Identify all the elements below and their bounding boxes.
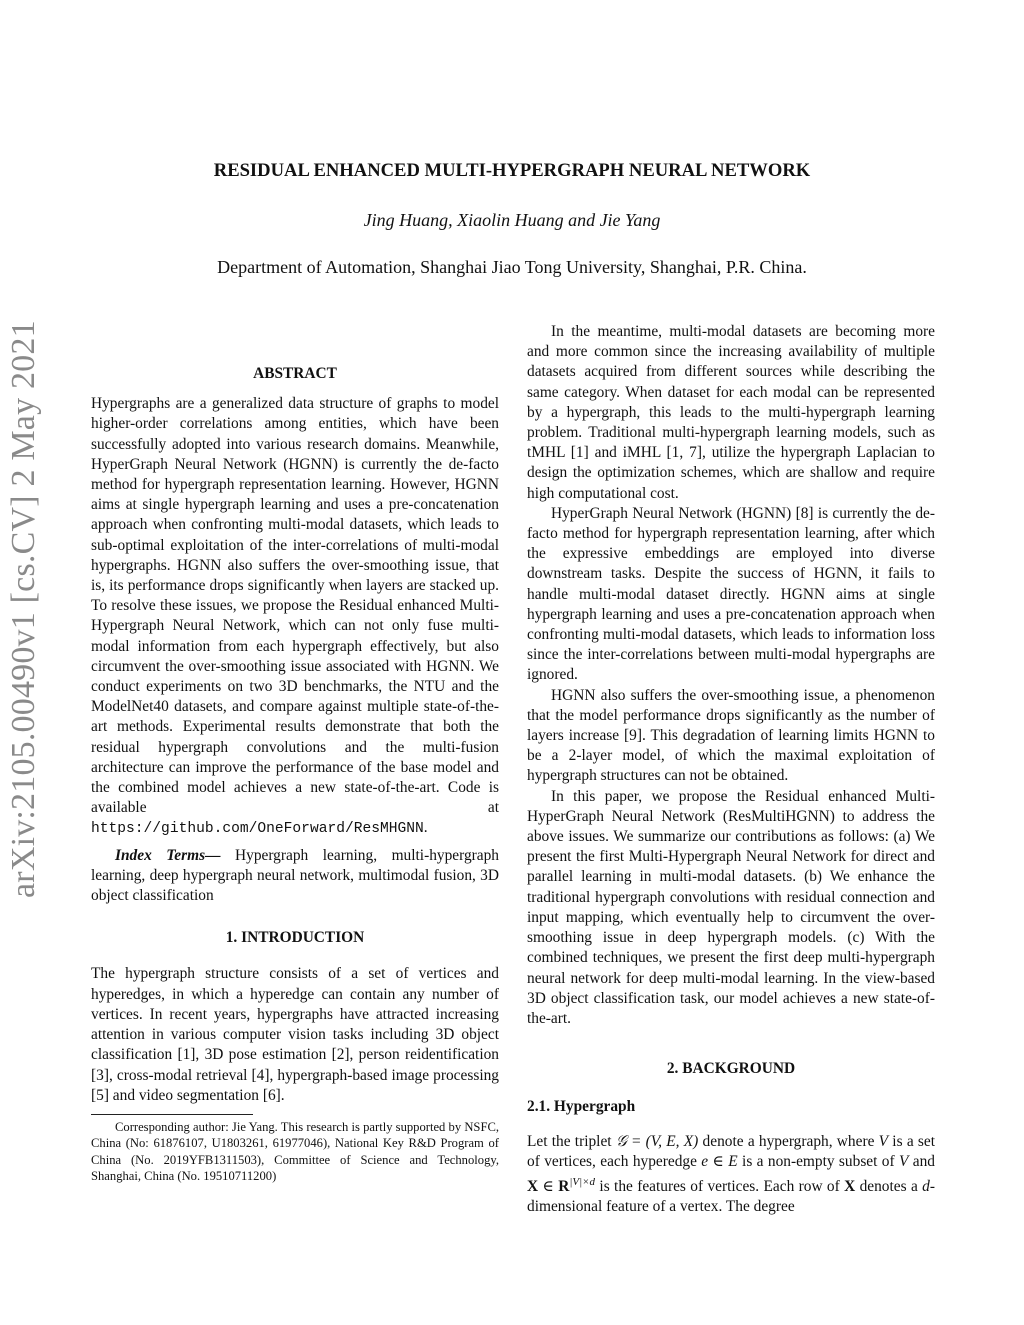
math-d: d: [922, 1178, 930, 1196]
math-v: V: [878, 1132, 889, 1150]
index-terms-label: Index Terms—: [115, 846, 221, 864]
abstract-heading: ABSTRACT: [253, 365, 337, 382]
math-in: ∈: [538, 1178, 559, 1196]
arxiv-stamp: arXiv:2105.00490v1 [cs.CV] 2 May 2021: [5, 320, 42, 898]
index-terms-text: Hypergraph learning, multi-hypergraph learning, deep hypergraph neural network, multimodal fusion, 3D object classification: [91, 846, 499, 905]
bg-text: and: [908, 1152, 935, 1170]
math-r: R: [558, 1178, 570, 1196]
math-v: V: [898, 1152, 909, 1170]
left-column: [91, 364, 499, 1185]
bg-text: Let the triplet: [527, 1132, 612, 1150]
bg-text: denote a hypergraph, where: [698, 1132, 879, 1150]
bg-text: is a non-empty subset of: [737, 1152, 899, 1170]
math-superscript: |V|×d: [569, 1175, 596, 1188]
footnote: Corresponding author: Jie Yang. This research is partly supported by NSFC, China (No: 61876107, U1803261, 61977046), National Key R&D Program of China (No. 2019YFB1311503), Committee of Science and Technology, Shanghai, China (No. 19510711200): [91, 1119, 499, 1184]
right-paragraph-4: In this paper, we propose the Residual enhanced Multi-HyperGraph Neural Network (ResMultiHGNN) to address the above issues. We summarize our contributions as follows: (a) We present the first Multi-Hypergraph Neural Network for direct and parallel learning in multi-modal datasets. (b) We enhance the traditional hypergraph convolutions with residual connection and input mapping, which eventually help to circumvent the over-smoothing issue in deep hypergraph models. (c) With the combined techniques, we present the first deep multi-hypergraph neural network for deep multi-modal learning. In the view-based 3D object classification task, our model achieves a new state-of-the-art.: [527, 787, 935, 1027]
math-x: X: [844, 1178, 856, 1196]
bg-text: -dimensional feature of a vertex. The degree: [527, 1178, 935, 1216]
right-paragraph-2: HyperGraph Neural Network (HGNN) [8] is currently the de-facto method for hypergraph representation learning, after which the expressive embeddings are employed into diverse downstream tasks. Despite the success of HGNN, it fails to handle multi-modal dataset directly. HGNN aims at single hypergraph learning and uses a pre-concatenation approach when confronting multi-modal datasets, which leads to information loss since the inter-correlations between multi-modal hypergraphs are ignored.: [527, 504, 935, 684]
bg-text: is a set of vertices, each hyperedge: [527, 1132, 935, 1170]
right-column: [527, 322, 935, 1217]
affiliation: Department of Automation, Shanghai Jiao Tong University, Shanghai, P.R. China.: [217, 257, 807, 277]
intro-heading: 1. INTRODUCTION: [225, 929, 365, 947]
background-heading: 2. BACKGROUND: [666, 1060, 796, 1078]
abstract-body: [91, 394, 499, 839]
author-list: Jing Huang, Xiaolin Huang and Jie Yang: [363, 210, 661, 230]
hypergraph-subheading: 2.1. Hypergraph: [527, 1098, 636, 1116]
math-triplet: 𝒢 = (V, E, X): [615, 1132, 699, 1150]
intro-paragraph: The hypergraph structure consists of a set of vertices and hyperedges, in which a hyperedge can contain any number of vertices. In recent years, hypergraphs have attracted increasing attention in various computer vision tasks including 3D object classification [1], 3D pose estimation [2], person reidentification [3], cross-modal retrieval [4], hypergraph-based image processing [5] and video segmentation [6].: [91, 965, 499, 1104]
abstract-text: Hypergraphs are a generalized data structure of graphs to model higher-order correlations among entities, which have been successfully adopted into various research domains. Meanwhile, HyperGraph Neural Network (HGNN) is currently the de-facto method for hypergraph representation learning. However, HGNN aims at single hypergraph learning and uses a pre-concatenation approach when confronting multi-modal datasets, which leads to sub-optimal exploitation of the inter-correlations of multi-modal hypergraphs. HGNN also suffers the over-smoothing issue, that is, its performance drops significantly when layers are stacked up. To resolve these issues, we propose the Residual enhanced Multi-Hypergraph Neural Network, which can not only fuse multi-modal information from each hypergraph effectively, but also circumvent the over-smoothing issue associated with HGNN. We conduct experiments on two 3D benchmarks, the NTU and the ModelNet40 datasets, and compare against multiple state-of-the-art methods. Experimental results demonstrate that both the residual hypergraph convolutions and the multi-fusion architecture can improve the performance of the base model and the combined model achieves a new state-of-the-art. Code is available at: [91, 395, 499, 817]
bg-text: is the features of vertices. Each row of: [595, 1178, 845, 1196]
background-paragraph: [527, 1132, 935, 1218]
math-x: X: [527, 1178, 539, 1196]
right-paragraph-1: In the meantime, multi-modal datasets are becoming more and more common since the increasing availability of multiple datasets acquired from different sources while describing the same category. When dataset for each modal can be represented by a hypergraph, this leads to the multi-hypergraph learning problem. Traditional multi-hypergraph learning models, such as tMHL [1] and iMHL [1, 7], utilize the hypergraph Laplacian to design the optimization schemes, which are shallow and require high computational cost.: [527, 323, 935, 502]
code-link-period: .: [423, 819, 428, 837]
index-terms: [91, 846, 499, 907]
bg-text: denotes a: [855, 1178, 923, 1196]
math-e-in-E: e ∈ E: [701, 1152, 738, 1170]
paper-title: RESIDUAL ENHANCED MULTI-HYPERGRAPH NEURAL NETWORK: [213, 160, 811, 181]
right-paragraph-3: HGNN also suffers the over-smoothing issue, a phenomenon that the model performance drops significantly as the number of layers increase [9]. This degradation of learning limits HGNN to be a 2-layer model, of which the maximal exploitation of hypergraph structures can not be obtained.: [527, 686, 935, 785]
code-link[interactable]: https://github.com/OneForward/ResMHGNN: [91, 821, 424, 838]
